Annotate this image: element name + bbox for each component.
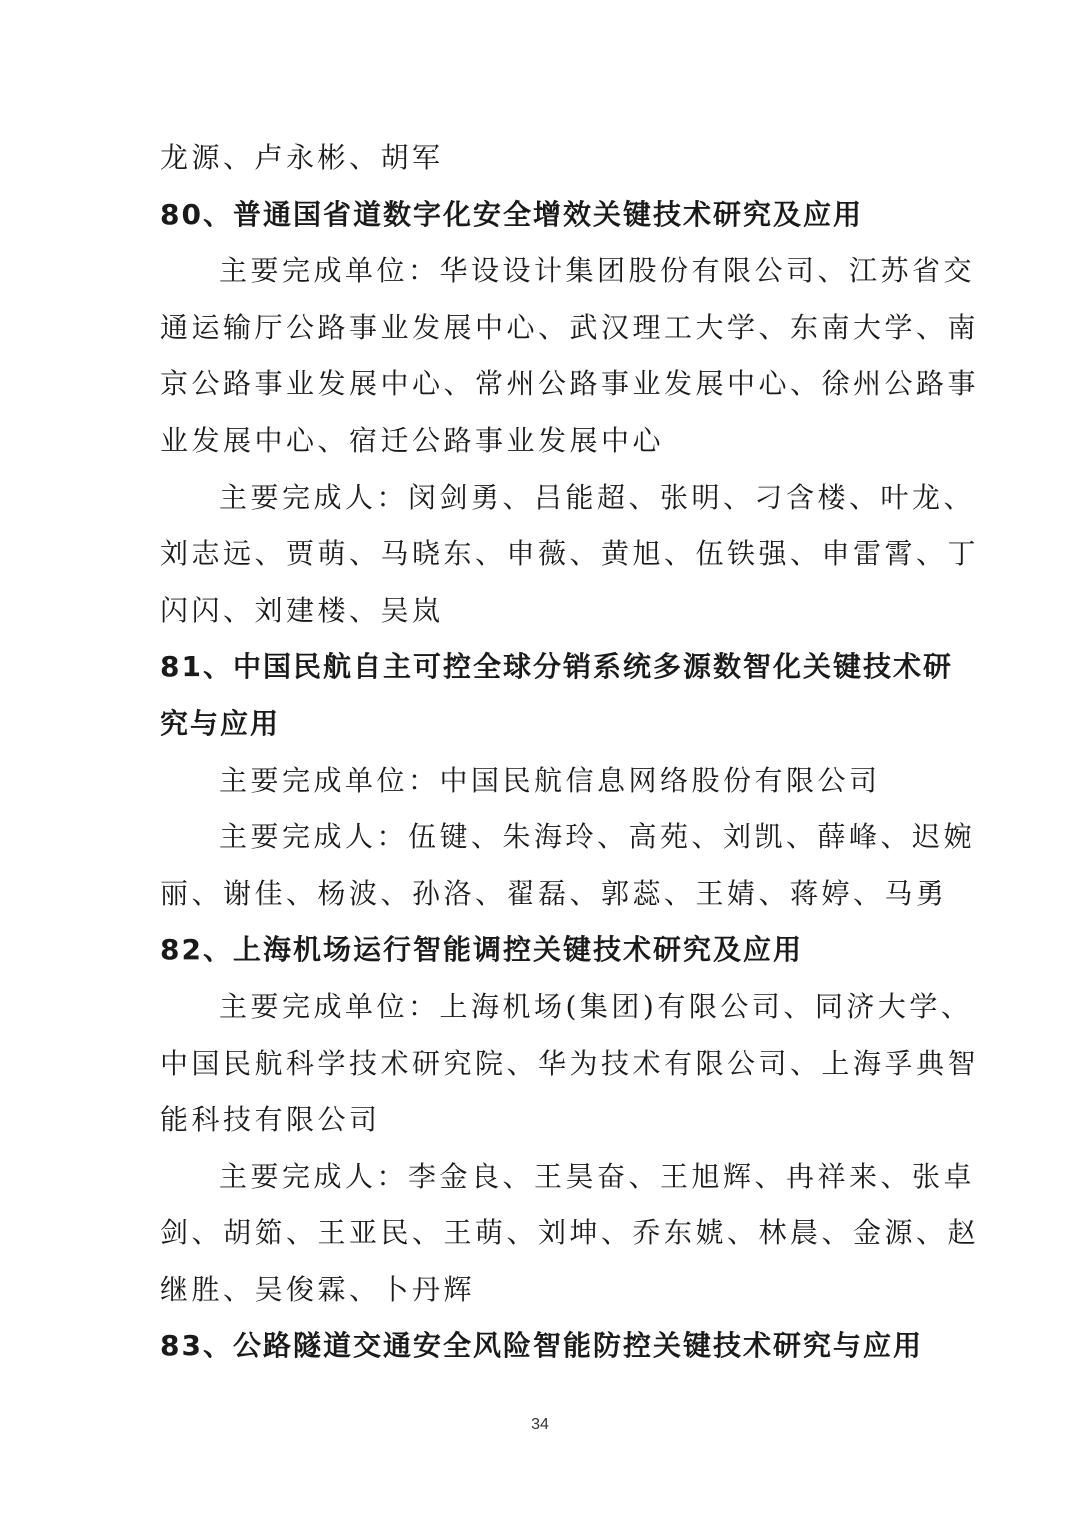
text-line: 闪闪、刘建楼、吴岚 bbox=[160, 593, 444, 627]
text-line: 刘志远、贾萌、马晓东、申薇、黄旭、伍铁强、申雷霄、丁 bbox=[160, 537, 980, 571]
section-heading-83: 83、公路隧道交通安全风险智能防控关键技术研究与应用 bbox=[160, 1329, 923, 1363]
text-line: 主要完成单位：华设设计集团股份有限公司、江苏省交 bbox=[219, 254, 976, 288]
text-line: 主要完成人：伍键、朱海玲、高苑、刘凯、薛峰、迟婉 bbox=[219, 820, 976, 854]
text-line: 能科技有限公司 bbox=[160, 1103, 381, 1137]
section-heading-81: 81、中国民航自主可控全球分销系统多源数智化关键技术研 bbox=[160, 650, 953, 684]
text-line: 京公路事业发展中心、常州公路事业发展中心、徐州公路事 bbox=[160, 367, 980, 401]
document-body bbox=[160, 130, 980, 1375]
text-line: 主要完成单位：上海机场(集团)有限公司、同济大学、 bbox=[219, 989, 973, 1023]
text-line: 中国民航科学技术研究院、华为技术有限公司、上海孚典智 bbox=[160, 1046, 980, 1080]
section-heading-82: 82、上海机场运行智能调控关键技术研究及应用 bbox=[160, 933, 803, 967]
text-line: 继胜、吴俊霖、卜丹辉 bbox=[160, 1272, 476, 1306]
text-line: 剑、胡筎、王亚民、王萌、刘坤、乔东婋、林晨、金源、赵 bbox=[160, 1216, 980, 1250]
section-heading-80: 80、普通国省道数字化安全增效关键技术研究及应用 bbox=[160, 197, 863, 231]
text-line: 龙源、卢永彬、胡军 bbox=[160, 141, 444, 174]
text-line: 通运输厅公路事业发展中心、武汉理工大学、东南大学、南 bbox=[160, 310, 980, 344]
text-line: 主要完成人：闵剑勇、吕能超、张明、刁含楼、叶龙、 bbox=[219, 480, 976, 514]
text-line: 主要完成单位：中国民航信息网络股份有限公司 bbox=[219, 763, 881, 797]
text-line: 主要完成人：李金良、王昊奋、王旭辉、冉祥来、张卓 bbox=[219, 1159, 976, 1193]
page-number: 34 bbox=[531, 1416, 549, 1433]
section-heading-81-continued: 究与应用 bbox=[160, 706, 281, 740]
text-line: 丽、谢佳、杨波、孙洛、翟磊、郭蕊、王婧、蒋婷、马勇 bbox=[160, 876, 948, 910]
text-line: 业发展中心、宿迁公路事业发展中心 bbox=[160, 423, 665, 457]
